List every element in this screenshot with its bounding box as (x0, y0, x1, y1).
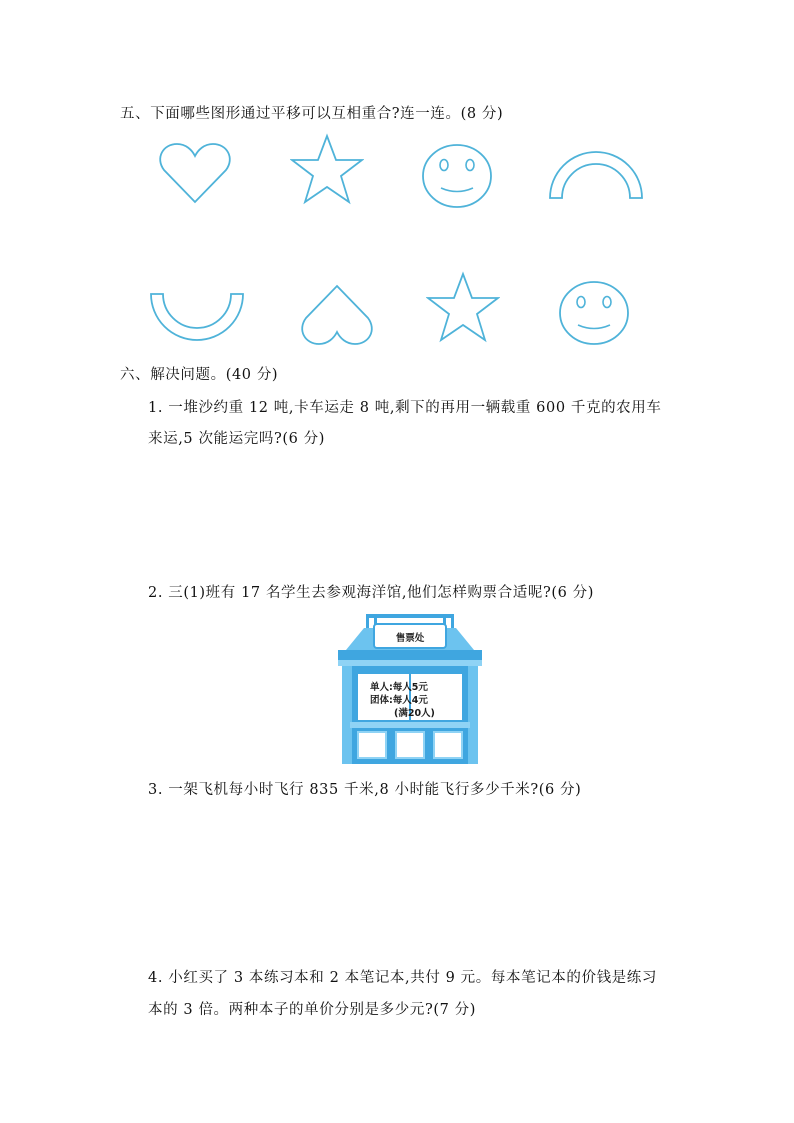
arch-icon (548, 150, 644, 200)
smiley-face-icon (558, 280, 630, 346)
section-5-heading: 五、下面哪些图形通过平移可以互相重合?连一连。(8 分) (120, 106, 504, 122)
question-2-line-1: 2. 三(1)班有 17 名学生去参观海洋馆,他们怎样购票合适呢?(6 分) (148, 585, 594, 601)
bowl-arc-icon (149, 292, 245, 342)
question-1-line-1: 1. 一堆沙约重 12 吨,卡车运走 8 吨,剩下的再用一辆载重 600 千克的农用车 (148, 400, 662, 416)
booth-sign-text: 售票处 (395, 633, 425, 644)
star-icon (426, 271, 500, 343)
question-4-line-1: 4. 小红买了 3 本练习本和 2 本笔记本,共付 9 元。每本笔记本的价钱是练习 (148, 970, 657, 986)
question-4-line-2: 本的 3 倍。两种本子的单价分别是多少元?(7 分) (148, 1002, 476, 1018)
booth-group-note: (满20人) (394, 708, 435, 719)
section-6-heading: 六、解决问题。(40 分) (120, 367, 279, 383)
heart-icon (158, 140, 232, 206)
question-3-line-1: 3. 一架飞机每小时飞行 835 千米,8 小时能飞行多少千米?(6 分) (148, 782, 582, 798)
booth-price-single: 单人:每人5元 (370, 682, 428, 693)
star-icon (290, 133, 364, 205)
inverted-heart-icon (300, 282, 374, 348)
question-1-line-2: 来运,5 次能运完吗?(6 分) (148, 431, 325, 447)
booth-price-group: 团体:每人4元 (370, 695, 428, 706)
ticket-booth-illustration (336, 612, 484, 764)
smiley-face-icon (421, 143, 493, 209)
